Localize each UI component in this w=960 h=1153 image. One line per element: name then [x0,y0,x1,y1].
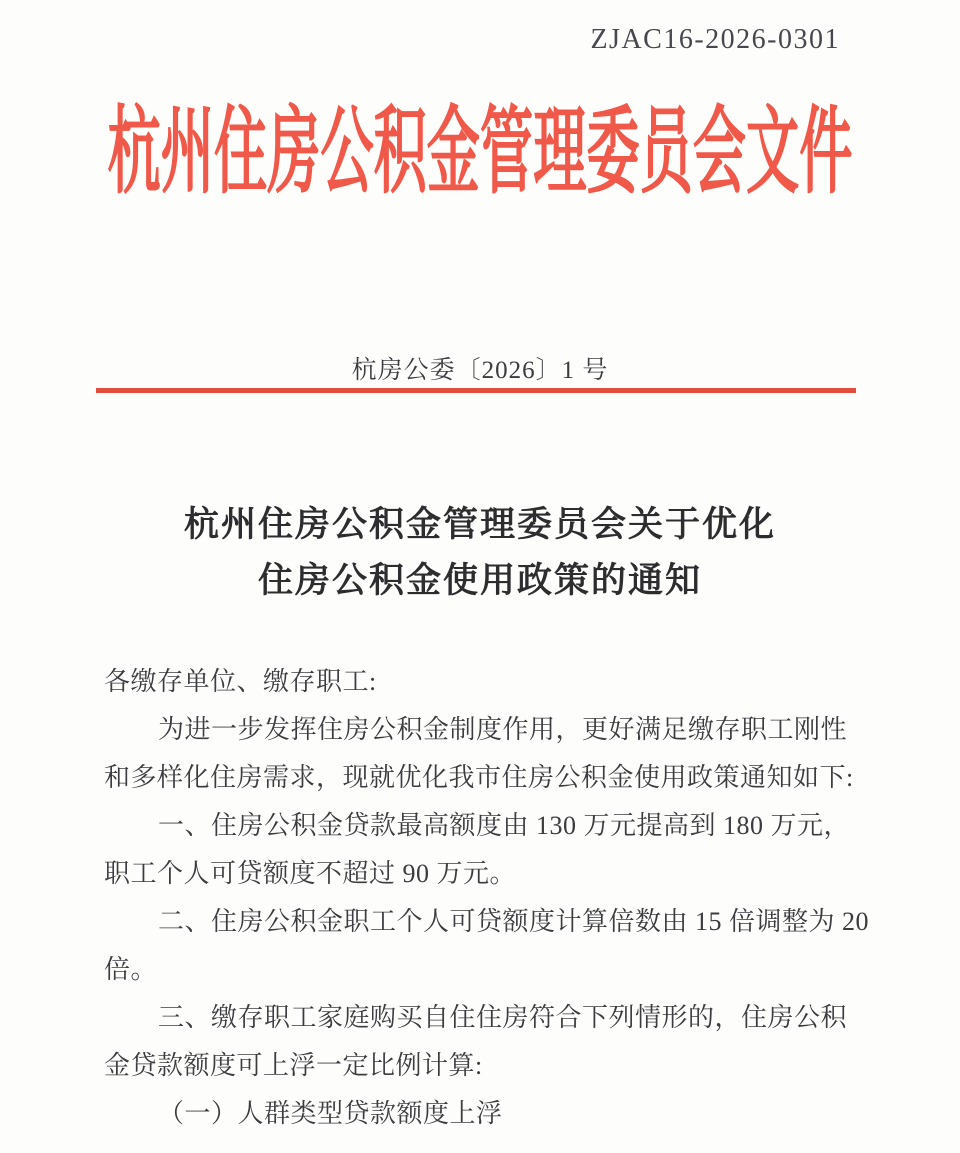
body-line: 二、住房公积金职工个人可贷额度计算倍数由 15 倍调整为 20 [158,907,870,936]
body-line: 金贷款额度可上浮一定比例计算: [104,1051,483,1080]
body-line: 倍。 [104,955,158,984]
masthead-title: 杭州住房公积金管理委员会文件 [107,99,853,205]
doc-number: 杭房公委〔2026〕1 号 [351,357,609,384]
body-line: 为进一步发挥住房公积金制度作用，更好满足缴存职工刚性 [158,715,848,744]
doc-code: ZJAC16-2026-0301 [590,24,840,55]
document-body [104,658,870,1138]
body-line: 职工个人可贷额度不超过 90 万元。 [104,859,517,888]
body-line: 三、缴存职工家庭购买自住住房符合下列情形的，住房公积 [158,1003,848,1032]
masthead-container [0,96,960,208]
body-line: 各缴存单位、缴存职工: [104,667,377,696]
red-separator-line [96,388,856,393]
document-title [0,497,960,609]
body-line: 一、住房公积金贷款最高额度由 130 万元提高到 180 万元， [158,811,851,840]
title-line-1: 杭州住房公积金管理委员会关于优化 [183,505,776,544]
title-line-2: 住房公积金使用政策的通知 [257,561,702,600]
body-line: 和多样化住房需求，现就优化我市住房公积金使用政策通知如下: [104,763,854,792]
body-line: （一）人群类型贷款额度上浮 [158,1099,503,1128]
